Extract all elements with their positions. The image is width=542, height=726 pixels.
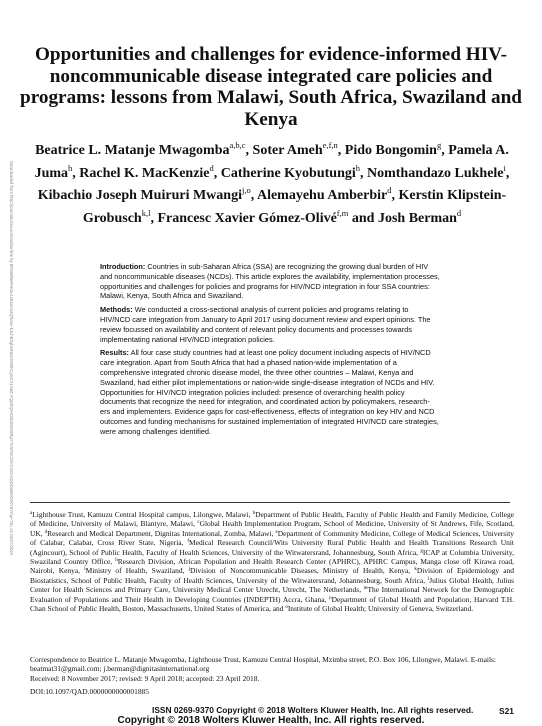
affiliation-mark: m: [363, 586, 368, 592]
author-name: Francesc Xavier Gómez-Olivé: [157, 210, 337, 226]
affiliation-mark: d: [44, 529, 48, 535]
affiliations: $^a$Lighthouse Trust, Kamuzu Central Hospital campus, Lilongwe, Malawi, $^b$Department of Public Health, Faculty of Public Health and Family Medicine, College of Medicine, University of Malawi, Blantyre, Malawi, $^c$Global Health Implementation Program, School of Medicine, University of St Andrews, Fife, Scotland, UK, $^d$Research and Medical Department, Dignitas International, Zomba, Malawi, $^e$Department of Community Medicine, College of Medical Sciences, University of Calabar, Calabar, Cross River State, Nigeria, $^f$Medical Research Council/Wits University Rural Public Health and Health Transitions Research Unit (Agincourt), School of Public Health, Faculty of Health Sciences, University of the Witwatersrand, Johannesburg, South Africa, $^g$ICAP at Columbia University, Swaziland Country Office, $^h$Research Division, African Population and Health Research Center (APHRC), APHRC Campus, Manga close off Kirawa road, Nairobi, Kenya, $^i$Ministry of Health, Swaziland, $^j$Division of Noncommunicable Diseases, Ministry of Health, Kenya, $^k$Division of Epidemiology and Biostatistics, School of Public Health, Faculty of Health Sciences, University of the Witwatersrand, Johannesburg, South Africa, $^l$Julius Global Health, Julius Center for Health Sciences and Primary Care, University Medical Center Utrecht, Utrecht, The Netherlands, $^m$The International Network for the Demographic Evaluation of Populations and Their Health in Developing Countries (INDEPTH) Accra, Ghana, $^n$Department of Global Health and Population, Harvard T.H. Chan School of Public Health, Boston, Massachusetts, United States of America, and $^o$Institute of Global Health; University of Geneva, Switzerland.: [30, 510, 515, 614]
download-watermark: Downloaded from http://journals.lww.com/aidsonline by BhDMf5ePHKav1zEoum1tQfN4a+kJLhEZgbsIHo4XMi0hCywCX1AWnYQp/IlQrHD3i3D0OdRyi7TvSFl4Cf3VC4/OAVpDDa8KKGKV0Ymy+78= on 02/27/2024: [9, 161, 14, 556]
affiliation-mark: b: [252, 511, 256, 516]
affiliation-mark: j: [188, 567, 190, 573]
methods-text: We conducted a cross-sectional analysis of current policies and programs relating to HIV/NCD care integration from January to April 2017 using document review and expert opinions. The review focussed on availability and content of relevant policy documents and processes towards implementating national HIV/NCD integration policies.: [100, 305, 431, 344]
author-affiliation-mark: h: [68, 162, 73, 173]
affiliation-mark: n: [329, 595, 332, 601]
author-affiliation-mark: d: [456, 207, 462, 218]
author-name: Kibachio Joseph Muiruri Mwangi: [37, 188, 242, 204]
footnote-divider: [30, 502, 510, 503]
affiliation-mark: i: [84, 567, 86, 573]
affiliation-mark: a: [30, 511, 33, 516]
author-affiliation-mark: k,l: [141, 207, 151, 218]
correspondence: Correspondence to Beatrice L. Matanje Mwagomba, Lighthouse Trust, Kamuzu Central Hospital, Mzimba street, P.O. Box 106, Lilongwe, Malawi. E-mails: beatmat31@gmail.com; j.berman@dignitasinternational.org: [30, 655, 496, 674]
author-affiliation-mark: d: [387, 185, 392, 196]
issn-line: ISSN 0269-9370 Copyright © 2018 Wolters Kluwer Health, Inc. All rights reserved.: [152, 705, 474, 715]
author-name: Pido Bongomin: [344, 143, 437, 158]
affiliation-mark: c: [197, 520, 200, 526]
author-affiliation-mark: h: [355, 162, 360, 173]
doi: DOI:10.1097/QAD.0000000000001885: [30, 687, 149, 696]
received-dates: Received: 8 November 2017; revised: 9 April 2018; accepted: 23 April 2018.: [30, 673, 260, 683]
author-affiliation-mark: e,f,n: [322, 140, 338, 150]
author-name: Kerstin Klipstein-Grobusch: [82, 188, 507, 226]
author-affiliation-mark: i: [503, 162, 506, 173]
affiliation-mark: o: [285, 605, 288, 611]
correspondence-block: [30, 655, 514, 683]
author-name: Rachel K. MacKenzie: [79, 165, 210, 181]
author-list: Beatrice L. Matanje Mwagomba$^{a,b,c}$, Soter Ameh$^{e,f,n}$, Pido Bongomin$^g$, Pamela A. Juma$^h$, Rachel K. MacKenzie$^d$, Catherine Kyobutungi$^h$, Nomthandazo Lukhele$^i$, Kibachio Joseph Muiruri Mwangi$^{j,o}$, Alemayehu Amberbir$^d$, Kerstin Klipstein-Grobusch$^{k,l}$, Francesc Xavier Gómez-Olivé$^{f,m}$ and Josh Berman$^d$: [34, 140, 510, 226]
author-name: Alemayehu Amberbir: [256, 188, 388, 204]
page-number: S21: [499, 706, 514, 716]
introduction-text: Countries in sub-Saharan Africa (SSA) are recognizing the growing dual burden of HIV and noncommunicable diseases (NCDs). This article explores the availability, implementation processes, opportunities and challenges for policies and programs for HIV/NCD integration in four SSA countries: Malawi, Kenya, South Africa and Swaziland.: [100, 262, 440, 301]
abstract-results: [100, 348, 440, 436]
results-label: Results:: [100, 348, 129, 358]
author-affiliation-mark: g: [436, 140, 442, 150]
abstract: [100, 262, 440, 441]
author-affiliation-mark: j,o: [241, 185, 251, 196]
author-affiliation-mark: f,m: [336, 207, 349, 218]
author-affiliation-mark: d: [209, 162, 214, 173]
article-title: Opportunities and challenges for evidence-informed HIV-noncommunicable disease integrated care policies and programs: lessons from Malawi, South Africa, Swaziland and Kenya: [20, 44, 522, 130]
author-name: Catherine Kyobutungi: [220, 165, 356, 181]
affiliation-mark: l: [427, 576, 430, 582]
author-name: Josh Berman: [377, 210, 457, 226]
copyright-notice: Copyright © 2018 Wolters Kluwer Health, Inc. All rights reserved.: [117, 715, 425, 726]
affiliation-mark: k: [414, 567, 417, 573]
affiliation-mark: e: [275, 529, 278, 535]
affiliation-mark: h: [115, 558, 118, 564]
author-name: Nomthandazo Lukhele: [367, 165, 504, 181]
results-text: All four case study countries had at least one policy document including aspects of HIV/NCD care integration. Apart from South Africa that had a phased nation-wide implementation of a comprehensive integrated chronic disease model, the three other countries – Malawi, Kenya and Swaziland, had either pilot implementations or nation-wide single-disease integration of NCDs and HIV. Opportunities for HIV/NCD integration policies included: presence of overarching health policy documents that recognize the need for integration, and coordinated action by policymakers, research-ers and implementers. Evidence gaps for cost-effectiveness, effects of integration on key HIV and NCD outcomes and funding mechanisms for sustained implementation of integrated HIV/NCD care strategies, were among challenges identified.: [100, 348, 439, 436]
introduction-label: Introduction:: [100, 262, 146, 271]
methods-label: Methods:: [100, 305, 133, 315]
author-name: Pamela A. Juma: [34, 143, 509, 181]
abstract-introduction: [100, 262, 440, 301]
affiliation-mark: f: [187, 539, 190, 545]
author-name: Beatrice L. Matanje Mwagomba: [35, 143, 230, 158]
author-affiliation-mark: a,b,c: [229, 140, 246, 150]
author-name: Soter Ameh: [252, 143, 323, 158]
abstract-methods: [100, 305, 440, 344]
affiliation-mark: g: [420, 548, 423, 554]
